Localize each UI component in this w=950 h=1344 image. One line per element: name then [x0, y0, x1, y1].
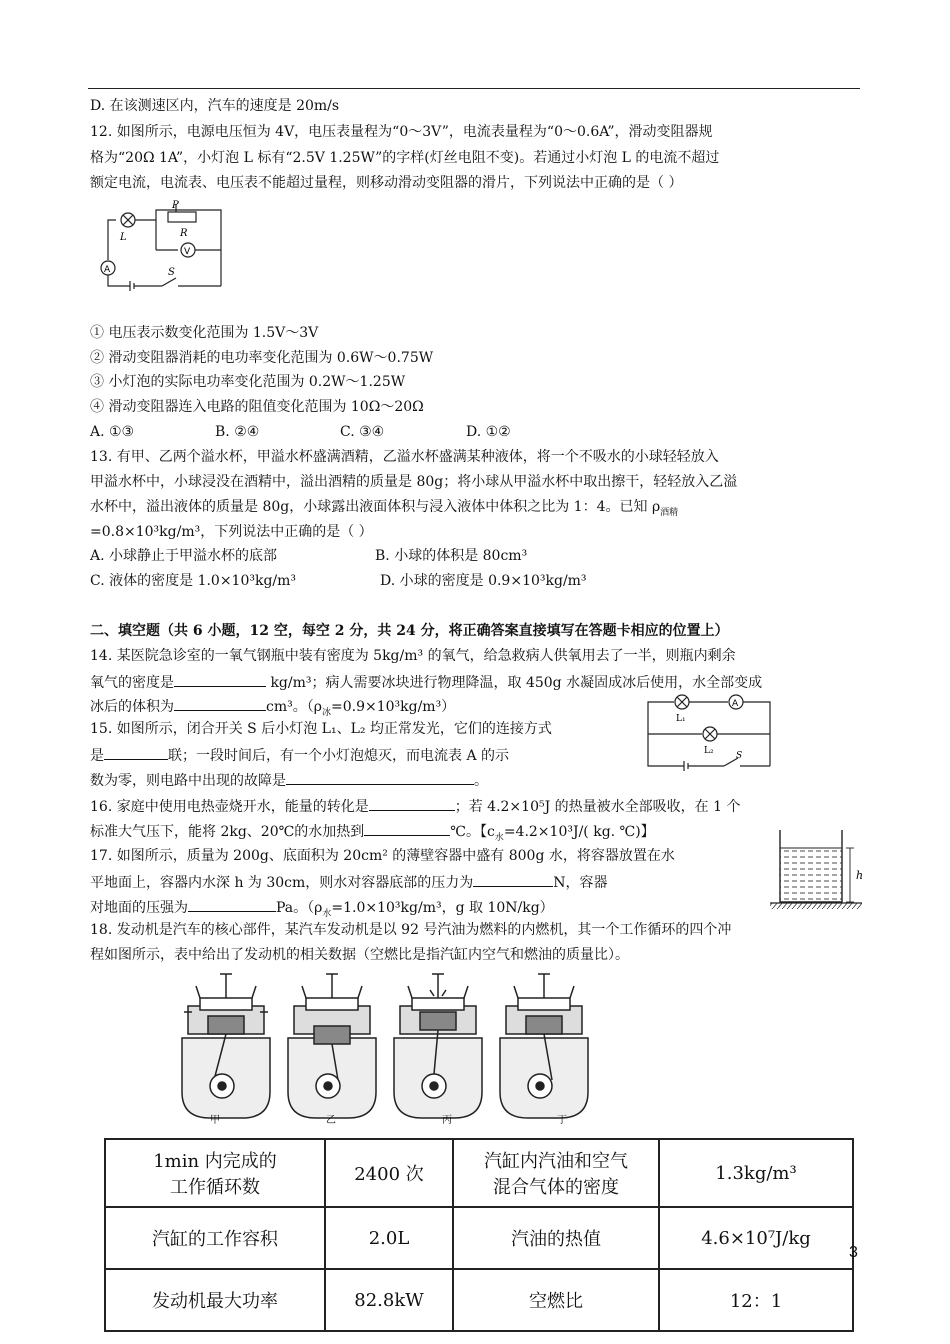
table-cell: 12：1	[659, 1269, 853, 1331]
table-cell: 1.3kg/m³	[659, 1139, 853, 1207]
q14-blank-1	[174, 673, 266, 687]
q16-blank-1	[369, 797, 455, 811]
stroke-label-jia: 甲	[210, 1115, 220, 1126]
table-cell: 汽缸的工作容积	[105, 1207, 325, 1269]
q17-line2: 平地面上，容器内水深 h 为 30cm，则水对容器底部的压力为 N，容器	[90, 875, 608, 891]
q13-choice-a: A. 小球静止于甲溢水杯的底部	[90, 548, 278, 564]
q12-statement-3: ③ 小灯泡的实际电功率变化范围为 0.2W～1.25W	[90, 374, 406, 390]
table-cell: 发动机最大功率	[105, 1269, 325, 1331]
table-cell: 82.8kW	[325, 1269, 453, 1331]
label-R: R	[180, 228, 188, 239]
q15-line1: 15. 如图所示，闭合开关 S 后小灯泡 L₁、L₂ 均正常发光，它们的连接方式	[90, 721, 552, 737]
q15-line3: 数为零，则电路中出现的故障是 。	[90, 773, 488, 789]
q15-circuit-diagram	[640, 692, 780, 776]
q14-line3: 冰后的体积为 cm³。$(\rho_冰=0.9\times 10^3kg/m^3)$	[90, 699, 456, 718]
q13-choice-b: B. 小球的体积是 80cm³	[375, 548, 528, 564]
table-cell: 2400 次	[325, 1139, 453, 1207]
label-S: S	[168, 267, 175, 278]
q11-option-d: D. 在该测速区内，汽车的速度是 20m/s	[90, 98, 340, 114]
q12-line2: 格为“20Ω 1A”，小灯泡 L 标有“2.5V 1.25W”的字样(灯丝电阻不变)。若通过小灯泡 L 的电流不超过	[90, 150, 720, 166]
page-number: 3	[849, 1244, 858, 1261]
q12-choice-c: C. ③④	[340, 424, 385, 440]
q15-blank-1	[104, 746, 168, 760]
table-cell: 4.6×10⁷J/kg	[659, 1207, 853, 1269]
q12-line3: 额定电流，电流表、电压表不能超过量程，则移动滑动变阻器的滑片，下列说法中正确的是（ ）	[90, 175, 683, 191]
q13-line4: =0.8×10³kg/m³，下列说法中正确的是（ ）	[90, 524, 373, 540]
q17-container-diagram	[768, 824, 868, 914]
q17-blank-1	[473, 873, 553, 887]
header-rule	[88, 88, 860, 89]
q16-line1: 16. 家庭中使用电热壶烧开水，能量的转化是 ；若 4.2×10⁵J 的热量被水全部吸收，在 1 个	[90, 799, 741, 815]
stroke-label-bing: 丙	[442, 1115, 452, 1126]
q18-line2: 程如图所示，表中给出了发动机的相关数据（空燃比是指汽缸内空气和燃油的质量比）。	[90, 947, 629, 963]
engine-strokes-figure	[170, 968, 590, 1128]
label-L: L	[120, 232, 127, 243]
table-row	[105, 1139, 853, 1207]
label-L2: L₂	[704, 746, 714, 756]
engine-data-table	[104, 1138, 854, 1332]
q12-choice-a: A. ①③	[90, 424, 135, 440]
q15-blank-2	[286, 771, 474, 785]
q17-blank-2	[188, 898, 276, 912]
table-cell: 汽缸内汽油和空气 混合气体的密度	[453, 1139, 659, 1207]
table-row	[105, 1269, 853, 1331]
label-A: A	[104, 265, 111, 275]
q13-choice-d: D. 小球的密度是 0.9×10³kg/m³	[380, 573, 587, 589]
q14-blank-2	[174, 697, 266, 711]
q12-statement-2: ② 滑动变阻器消耗的电功率变化范围为 0.6W～0.75W	[90, 350, 434, 366]
label-V: V	[184, 247, 191, 257]
q17-line1: 17. 如图所示，质量为 200g、底面积为 20cm² 的薄壁容器中盛有 800g 水，将容器放置在水	[90, 848, 675, 864]
q12-choice-d: D. ①②	[466, 424, 511, 440]
q13-line2: 甲溢水杯中，小球浸没在酒精中，溢出酒精的质量是 80g；将小球从甲溢水杯中取出擦干，轻轻放入乙溢	[90, 474, 738, 490]
q13-rho-subscript: 酒精	[660, 507, 679, 518]
q14-line1: 14. 某医院急诊室的一氧气钢瓶中装有密度为 5kg/m³ 的氧气，给急救病人供氧用去了一半，则瓶内剩余	[90, 648, 736, 664]
label-A2: A	[732, 699, 739, 709]
q12-statement-4: ④ 滑动变阻器连入电路的阻值变化范围为 10Ω～20Ω	[90, 399, 424, 415]
q14-line2: 氧气的密度是 kg/m³；病人需要冰块进行物理降温，取 450g 水凝固成冰后使用，水全部变成	[90, 675, 763, 691]
table-cell: 汽油的热值	[453, 1207, 659, 1269]
q13-line3: 水杯中，溢出液体的质量是 80g，小球露出液面体积与浸入液体中体积之比为 1：4。已知 $\rho_{酒精}$	[90, 499, 679, 518]
q13-line1: 13. 有甲、乙两个溢水杯，甲溢水杯盛满酒精，乙溢水杯盛满某种液体，将一个不吸水的小球轻轻放入	[90, 449, 719, 465]
q16-line2: 标准大气压下，能将 2kg、20℃的水加热到 ℃。【$c_水=4.2\times 10^3J/$( kg. ℃)】	[90, 824, 655, 843]
label-L1: L₁	[676, 714, 686, 724]
q18-line1: 18. 发动机是汽车的核心部件，某汽车发动机是以 92 号汽油为燃料的内燃机，其一个工作循环的四个冲	[90, 922, 732, 938]
q12-circuit-diagram	[96, 198, 228, 292]
q13-choice-c: C. 液体的密度是 1.0×10³kg/m³	[90, 573, 297, 589]
q17-line3: 对地面的压强为 Pa。（$\rho_水=1.0\times 10^3kg/m^3$，g 取 10N/kg）	[90, 900, 554, 919]
label-S2: S	[736, 751, 743, 761]
label-h: h	[856, 869, 864, 882]
q15-line2: 是 联；一段时间后，有一个小灯泡熄灭，而电流表 A 的示	[90, 748, 510, 764]
rheostat-icon	[168, 212, 196, 222]
label-P: P	[172, 200, 179, 211]
table-cell: 1min 内完成的 工作循环数	[105, 1139, 325, 1207]
section2-heading: 二、填空题（共 6 小题，12 空，每空 2 分，共 24 分，将正确答案直接填写在答题卡相应的位置上）	[90, 623, 729, 639]
q12-choice-b: B. ②④	[215, 424, 260, 440]
table-row	[105, 1207, 853, 1269]
table-cell: 空燃比	[453, 1269, 659, 1331]
q12-line1: 12. 如图所示，电源电压恒为 4V，电压表量程为“0～3V”，电流表量程为“0～0.6A”，滑动变阻器规	[90, 124, 713, 140]
q16-blank-2	[364, 822, 450, 836]
stroke-label-ding: 丁	[557, 1115, 567, 1126]
stroke-label-yi: 乙	[326, 1115, 336, 1126]
q12-statement-1: ① 电压表示数变化范围为 1.5V～3V	[90, 325, 319, 341]
table-cell: 2.0L	[325, 1207, 453, 1269]
